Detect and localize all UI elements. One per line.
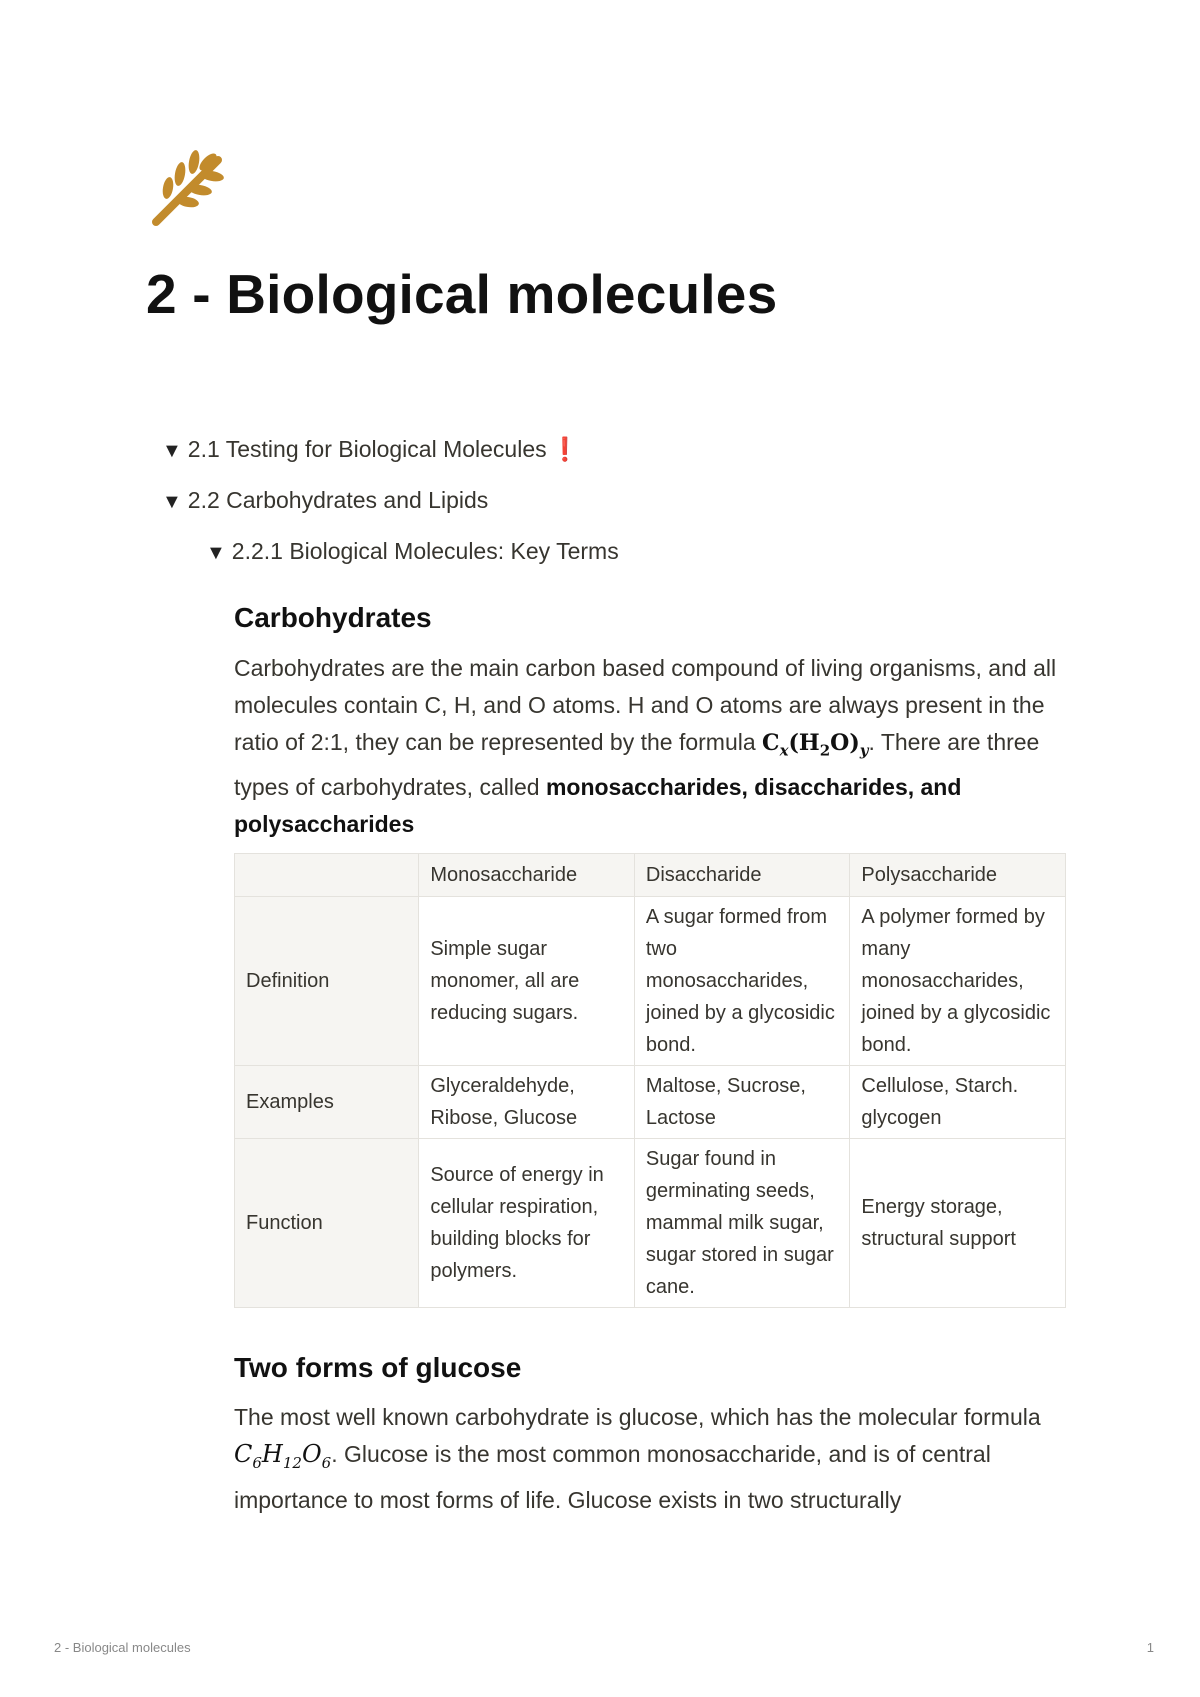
footer-title: 2 - Biological molecules bbox=[54, 1640, 191, 1655]
table-row-header: Definition bbox=[235, 897, 419, 1066]
toggle-label: 2.1 Testing for Biological Molecules bbox=[187, 436, 547, 462]
table-cell: A polymer formed by many monosaccharides, joined by a glycosidic bond. bbox=[850, 897, 1066, 1066]
paragraph-text: Carbohydrates are the main carbon based compound of living organisms, and all molecules contain C, H, and O atoms. H and O atoms are always present in the ratio of 2:1, they can be represented by the formula bbox=[234, 655, 1057, 755]
table-row-header: Examples bbox=[235, 1066, 419, 1139]
table-row-header: Function bbox=[235, 1139, 419, 1308]
table-cell: Glyceraldehyde, Ribose, Glucose bbox=[419, 1066, 635, 1139]
table-cell: Sugar found in germinating seeds, mammal milk sugar, sugar stored in sugar cane. bbox=[634, 1139, 850, 1308]
table-cell: A sugar formed from two monosaccharides, joined by a glycosidic bond. bbox=[634, 897, 850, 1066]
paragraph-carbohydrates bbox=[234, 650, 1074, 843]
table-cell: Cellulose, Starch. glycogen bbox=[850, 1066, 1066, 1139]
toggle-testing-biological-molecules[interactable] bbox=[162, 436, 579, 463]
table-header-row bbox=[235, 854, 1066, 897]
wheat-sprig-icon bbox=[150, 150, 230, 230]
heading-carbohydrates: Carbohydrates bbox=[234, 602, 432, 633]
paragraph-text: . Glucose is the most common monosaccharide, and is of central importance to most forms of life. Glucose exists in two structurally bbox=[234, 1441, 991, 1513]
exclamation-icon: ❗ bbox=[550, 436, 580, 462]
table-header-cell: Monosaccharide bbox=[419, 854, 635, 897]
table-header-cell bbox=[235, 854, 419, 897]
table-header-cell: Disaccharide bbox=[634, 854, 850, 897]
toggle-carbohydrates-lipids[interactable] bbox=[162, 487, 488, 514]
carbohydrate-formula: $C_x(H_2O)_y$ bbox=[762, 730, 869, 760]
page-number: 1 bbox=[1146, 1640, 1154, 1655]
paragraph-text: . There are three types of carbohydrates, called bbox=[234, 729, 1040, 801]
toggle-label: 2.2.1 Biological Molecules: Key Terms bbox=[231, 538, 619, 564]
table-cell: Simple sugar monomer, all are reducing sugars. bbox=[419, 897, 635, 1066]
page-title: 2 - Biological molecules bbox=[146, 263, 778, 325]
table-row bbox=[235, 897, 1066, 1066]
table-cell: Energy storage, structural support bbox=[850, 1139, 1066, 1308]
toggle-label: 2.2 Carbohydrates and Lipids bbox=[187, 487, 489, 513]
toggle-triangle-icon[interactable]: ▼ bbox=[206, 542, 226, 564]
toggle-triangle-icon[interactable]: ▼ bbox=[162, 440, 182, 462]
table-header-cell: Polysaccharide bbox=[850, 854, 1066, 897]
heading-two-forms-of-glucose: Two forms of glucose bbox=[234, 1352, 522, 1383]
toggle-triangle-icon[interactable]: ▼ bbox=[162, 491, 182, 513]
paragraph-text: The most well known carbohydrate is glucose, which has the molecular formula bbox=[234, 1404, 1041, 1430]
bold-text: monosaccharides, disaccharides, and polysaccharides bbox=[234, 774, 962, 838]
table-cell: Source of energy in cellular respiration, building blocks for polymers. bbox=[419, 1139, 635, 1308]
table-row bbox=[235, 1139, 1066, 1308]
paragraph-glucose bbox=[234, 1399, 1074, 1519]
toggle-key-terms[interactable] bbox=[206, 538, 619, 565]
table-row bbox=[235, 1066, 1066, 1139]
glucose-formula: $C_6H_{12}O_6$ bbox=[234, 1440, 332, 1472]
carbohydrate-types-table bbox=[234, 853, 1066, 1308]
table-cell: Maltose, Sucrose, Lactose bbox=[634, 1066, 850, 1139]
